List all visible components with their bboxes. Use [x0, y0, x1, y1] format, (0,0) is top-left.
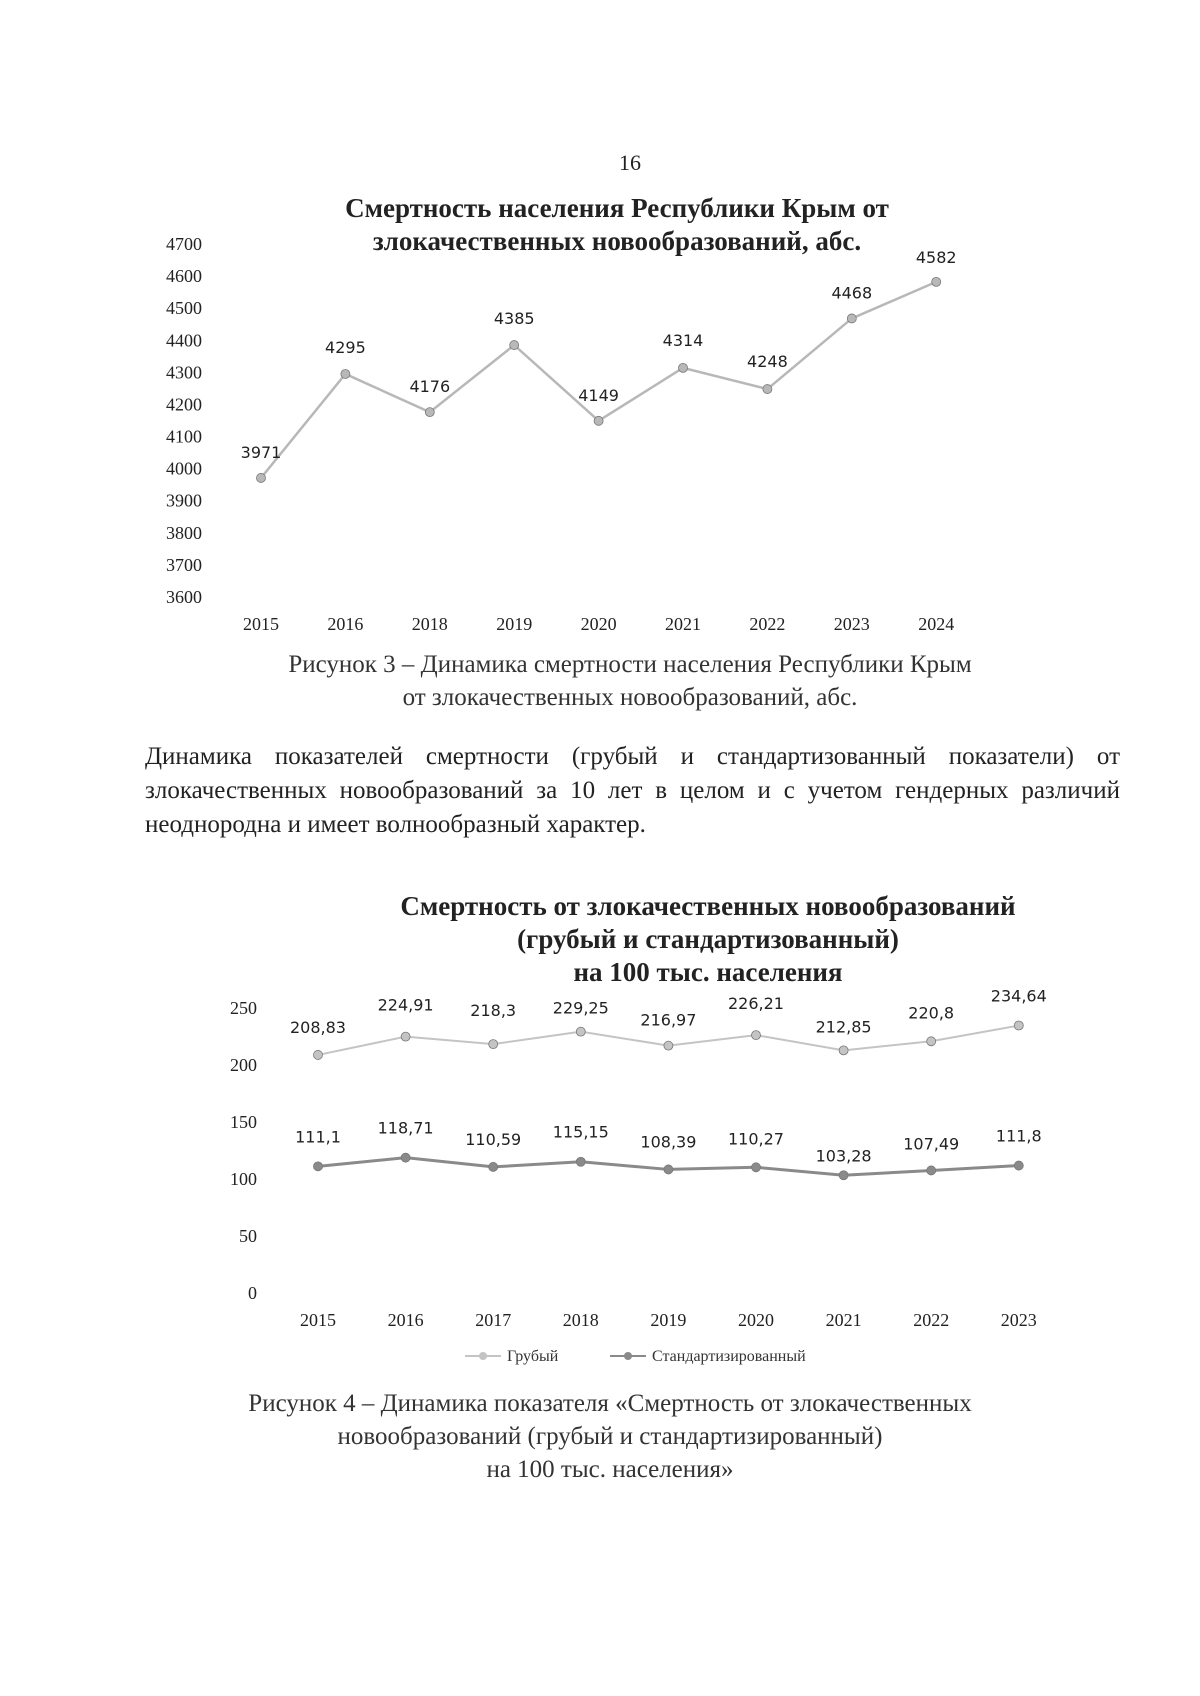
- data-label: 110,59: [465, 1129, 522, 1149]
- chart-title-line: Смертность населения Республики Крым от: [345, 193, 889, 223]
- data-label: 103,28: [815, 1146, 872, 1166]
- y-tick-label: 3600: [166, 587, 202, 607]
- data-label: 229,25: [552, 998, 609, 1018]
- data-label: 110,27: [728, 1129, 784, 1149]
- figure-3-caption: [30, 648, 1200, 714]
- data-point: [425, 408, 434, 417]
- data-point: [839, 1171, 848, 1180]
- x-tick-label: 2018: [411, 614, 448, 634]
- data-point: [489, 1162, 498, 1171]
- x-tick-label: 2015: [300, 1310, 336, 1330]
- figure-4-caption-line2: новообразований (грубый и стандартизированный): [337, 1423, 883, 1450]
- x-tick-label: 2017: [475, 1310, 512, 1330]
- figure-4-caption-line3: на 100 тыс. населения»: [486, 1456, 734, 1483]
- data-point: [1014, 1161, 1023, 1170]
- data-point: [752, 1163, 761, 1172]
- data-point: [763, 385, 772, 394]
- y-tick-label: 3800: [166, 522, 202, 543]
- chart-title-line: Смертность от злокачественных новообразований: [400, 891, 1016, 921]
- x-tick-label: 2015: [243, 614, 279, 634]
- y-tick-label: 4300: [166, 362, 202, 383]
- legend-swatch-marker: [624, 1352, 632, 1360]
- y-tick-label: 4200: [166, 394, 202, 415]
- mortality-abs-chart: [0, 190, 1200, 634]
- x-tick-label: 2023: [833, 614, 870, 634]
- y-tick-label: 250: [230, 998, 257, 1018]
- page-number: 16: [619, 150, 641, 175]
- x-tick-label: 2023: [1000, 1310, 1037, 1330]
- y-tick-label: 150: [230, 1112, 257, 1132]
- data-label: 118,71: [377, 1118, 434, 1138]
- x-tick-label: 2016: [387, 1310, 424, 1330]
- legend-label: Грубый: [507, 1348, 559, 1365]
- data-point: [664, 1041, 673, 1050]
- data-point: [576, 1027, 585, 1036]
- data-label: 208,83: [290, 1017, 346, 1037]
- y-tick-label: 4000: [166, 458, 202, 479]
- data-label: 4149: [578, 385, 619, 405]
- x-tick-label: 2024: [918, 614, 955, 634]
- data-point: [489, 1040, 498, 1049]
- x-tick-label: 2016: [327, 614, 364, 634]
- chart-title-line: на 100 тыс. населения: [573, 957, 843, 987]
- figure-4-caption: [10, 1387, 1200, 1486]
- y-tick-label: 50: [239, 1226, 257, 1246]
- data-point: [927, 1166, 936, 1175]
- data-point: [927, 1037, 936, 1046]
- data-point: [932, 277, 941, 286]
- data-label: 4314: [662, 330, 704, 350]
- figure-3-caption-line2: от злокачественных новообразований, абс.: [402, 684, 858, 711]
- data-point: [752, 1031, 761, 1040]
- data-label: 111,1: [295, 1127, 341, 1147]
- data-label: 4385: [493, 309, 535, 329]
- data-label: 4176: [409, 377, 451, 397]
- y-tick-label: 0: [248, 1283, 257, 1303]
- figure-4-caption-line1: Рисунок 4 – Динамика показателя «Смертность от злокачественных: [248, 1390, 972, 1417]
- x-tick-label: 2020: [738, 1310, 774, 1330]
- data-label: 218,3: [470, 1001, 517, 1021]
- y-tick-label: 4600: [166, 266, 202, 287]
- data-label: 3971: [240, 442, 282, 462]
- data-label: 220,8: [908, 1003, 955, 1023]
- chart-title-line: (грубый и стандартизованный): [517, 924, 899, 954]
- data-point: [664, 1165, 673, 1174]
- y-tick-label: 200: [230, 1055, 257, 1075]
- data-point: [401, 1153, 410, 1162]
- x-tick-label: 2021: [825, 1310, 862, 1330]
- data-label: 4582: [915, 247, 957, 267]
- y-tick-label: 4100: [166, 426, 202, 447]
- body-paragraph: Динамика показателей смертности (грубый и стандартизованный показатели) от злокачественных новообразований за 10 лет в целом и с учетом гендерных различий неоднородна и имеет волнообразный характер.: [145, 743, 1120, 838]
- data-label: 224,91: [377, 995, 434, 1015]
- series-line: [261, 282, 936, 478]
- data-point: [314, 1050, 323, 1059]
- data-point: [594, 416, 603, 425]
- data-point: [847, 314, 856, 323]
- data-label: 111,8: [995, 1126, 1042, 1146]
- y-tick-label: 4500: [166, 298, 202, 319]
- data-point: [314, 1162, 323, 1171]
- data-point: [401, 1032, 410, 1041]
- x-tick-label: 2022: [913, 1310, 950, 1330]
- data-label: 4248: [747, 352, 788, 372]
- mortality-rate-chart: [0, 885, 1200, 1375]
- data-point: [839, 1046, 848, 1055]
- x-tick-label: 2021: [665, 614, 701, 634]
- data-point: [679, 363, 688, 372]
- data-point: [257, 473, 266, 482]
- figure-3-caption-line1: Рисунок 3 – Динамика смертности населения Республики Крым: [288, 651, 972, 678]
- data-label: 216,97: [640, 1010, 697, 1030]
- data-point: [341, 369, 350, 378]
- chart-title-line: злокачественных новообразований, абс.: [372, 226, 862, 256]
- data-label: 4295: [325, 337, 366, 357]
- y-tick-label: 100: [230, 1169, 257, 1189]
- data-point: [1014, 1021, 1023, 1030]
- data-label: 108,39: [640, 1132, 697, 1152]
- data-label: 4468: [831, 283, 873, 303]
- x-tick-label: 2020: [580, 614, 617, 634]
- x-tick-label: 2019: [496, 614, 533, 634]
- x-tick-label: 2018: [562, 1310, 599, 1330]
- y-tick-label: 3900: [166, 490, 202, 511]
- y-tick-label: 4700: [166, 234, 202, 254]
- y-tick-label: 4400: [166, 330, 202, 351]
- data-label: 226,21: [728, 994, 784, 1014]
- data-label: 234,64: [990, 986, 1047, 1006]
- data-point: [510, 341, 519, 350]
- data-label: 115,15: [552, 1122, 609, 1142]
- x-tick-label: 2019: [650, 1310, 687, 1330]
- legend-swatch-marker: [479, 1352, 487, 1360]
- legend-label: Стандартизированный: [652, 1348, 806, 1365]
- x-tick-label: 2022: [749, 614, 786, 634]
- data-point: [576, 1157, 585, 1166]
- data-label: 212,85: [815, 1017, 872, 1037]
- y-tick-label: 3700: [166, 554, 202, 575]
- data-label: 107,49: [903, 1134, 960, 1154]
